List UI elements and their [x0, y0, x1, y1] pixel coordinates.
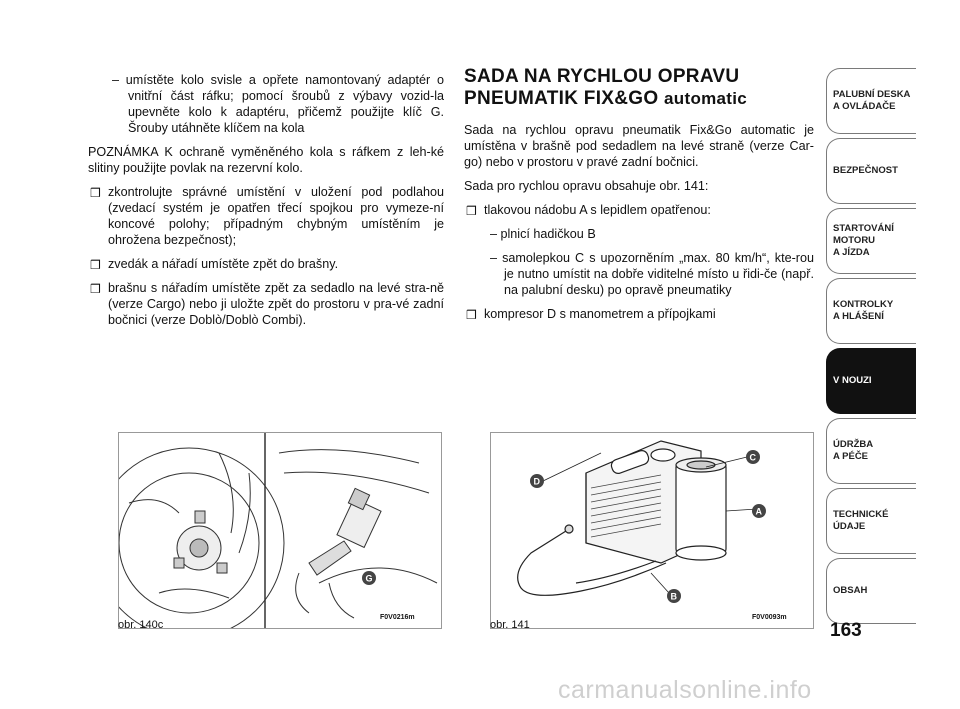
title-line-1: SADA NA RYCHLOU OPRAVU: [464, 66, 740, 87]
bullet-text: zkontrolujte správné umístění v uložení pod podlahou (zvedací systém je opatřen třecí spojkou pro vymeze-ní koncové polohy; případným chybným umístěním je ohrožena bezpečnost);: [108, 185, 444, 247]
dash-item-wheel: – umístěte kolo svisle a opřete namontovaný adaptér o vnitřní část ráfku; pomocí šroubů z výbavy vozid-la upevněte kolo k adaptéru, přičemž použijte klíč G. Šrouby utáhněte klíčem na kola: [112, 73, 444, 135]
watermark: carmanualsonline.info: [558, 676, 812, 704]
figure-caption-141: obr. 141: [490, 619, 530, 631]
bullet-text: zvedák a nářadí umístěte zpět do brašny.: [108, 257, 339, 271]
sidebar-tab-label: BEZPEČNOST: [833, 165, 898, 176]
sidebar-tab-label: OBSAH: [833, 585, 868, 596]
bullet-text: brašnu s nářadím umístěte zpět za sedadlo na levé stra-ně (verze Cargo) nebo ji uložte zpět do prostoru v pra-vé zadní bočnici (verze Doblò/Doblò Combi).: [108, 281, 444, 327]
checkbox-bullet-icon: ❒: [466, 204, 477, 218]
sidebar-tab-label: STARTOVÁNÍ MOTORU A JÍZDA: [833, 223, 894, 258]
figure-wheel-mounting: [118, 432, 442, 629]
note-paragraph: POZNÁMKA K ochraně vyměněného kola s ráfkem z leh-ké slitiny použijte povlak na rezervní kolo.: [88, 145, 444, 175]
sidebar-tab-4[interactable]: [826, 348, 916, 414]
checkbox-bullet-icon: ❒: [90, 258, 101, 272]
figure-code-141: F0V0093m: [752, 614, 787, 621]
figure-repair-kit: [490, 432, 814, 629]
chapter-sidebar: [826, 68, 916, 628]
checkbox-bullet-icon: ❒: [466, 308, 477, 322]
sidebar-tab-label: ÚDRŽBA A PÉČE: [833, 439, 874, 462]
marker-b-label: B: [670, 591, 677, 602]
section-title: [464, 66, 814, 110]
sidebar-tab-2[interactable]: [826, 208, 916, 274]
marker-c-label: C: [749, 452, 756, 463]
title-suffix: automatic: [664, 89, 748, 108]
bullet-item: [88, 184, 444, 248]
left-column: [88, 72, 444, 336]
sidebar-tab-6[interactable]: [826, 488, 916, 554]
sidebar-tab-0[interactable]: [826, 68, 916, 134]
compressor-illustration: [491, 433, 813, 628]
contents-paragraph: Sada pro rychlou opravu obsahuje obr. 141:: [464, 179, 709, 193]
bullet-item: [464, 202, 814, 218]
checkbox-bullet-icon: ❒: [90, 186, 101, 200]
sidebar-tab-label: V NOUZI: [833, 375, 872, 386]
checkbox-bullet-icon: ❒: [90, 282, 101, 296]
sidebar-tab-7[interactable]: [826, 558, 916, 624]
marker-g-label: G: [365, 573, 373, 584]
bullet-item: [88, 256, 444, 272]
marker-a-label: A: [755, 506, 762, 517]
bullet-text: kompresor D s manometrem a přípojkami: [484, 307, 716, 321]
marker-d-label: D: [533, 476, 540, 487]
sub-item-hose: – plnicí hadičkou B: [490, 227, 596, 241]
page-number: 163: [830, 620, 862, 641]
figure-code-140c: F0V0216m: [380, 614, 415, 621]
intro-paragraph: Sada na rychlou opravu pneumatik Fix&Go automatic je umístěna v brašně pod sedadlem na levé straně (verze Car-go) nebo v prostoru v pravé zadní bočnici.: [464, 123, 814, 169]
bullet-item: [464, 306, 814, 322]
sidebar-tab-5[interactable]: [826, 418, 916, 484]
sidebar-tab-label: KONTROLKY A HLÁŠENÍ: [833, 299, 894, 322]
sub-item-sticker: – samolepkou C s upozorněním „max. 80 km/h“, kte-rou je nutno umístit na dobře viditelné místo u řidi-če (např. na palubní desku) po opravě pneumatiky: [490, 251, 814, 297]
sidebar-tab-1[interactable]: [826, 138, 916, 204]
title-line-2: PNEUMATIK FIX&GO: [464, 88, 659, 109]
sidebar-tab-label: TECHNICKÉ ÚDAJE: [833, 509, 889, 532]
bullet-text: tlakovou nádobu A s lepidlem opatřenou:: [484, 203, 711, 217]
sidebar-tab-3[interactable]: [826, 278, 916, 344]
wheel-illustration: [119, 433, 441, 628]
bullet-item: [88, 280, 444, 328]
right-column: [464, 66, 814, 330]
figure-caption-140c: obr. 140c: [118, 619, 164, 631]
sidebar-tab-label: PALUBNÍ DESKA A OVLÁDAČE: [833, 89, 911, 112]
